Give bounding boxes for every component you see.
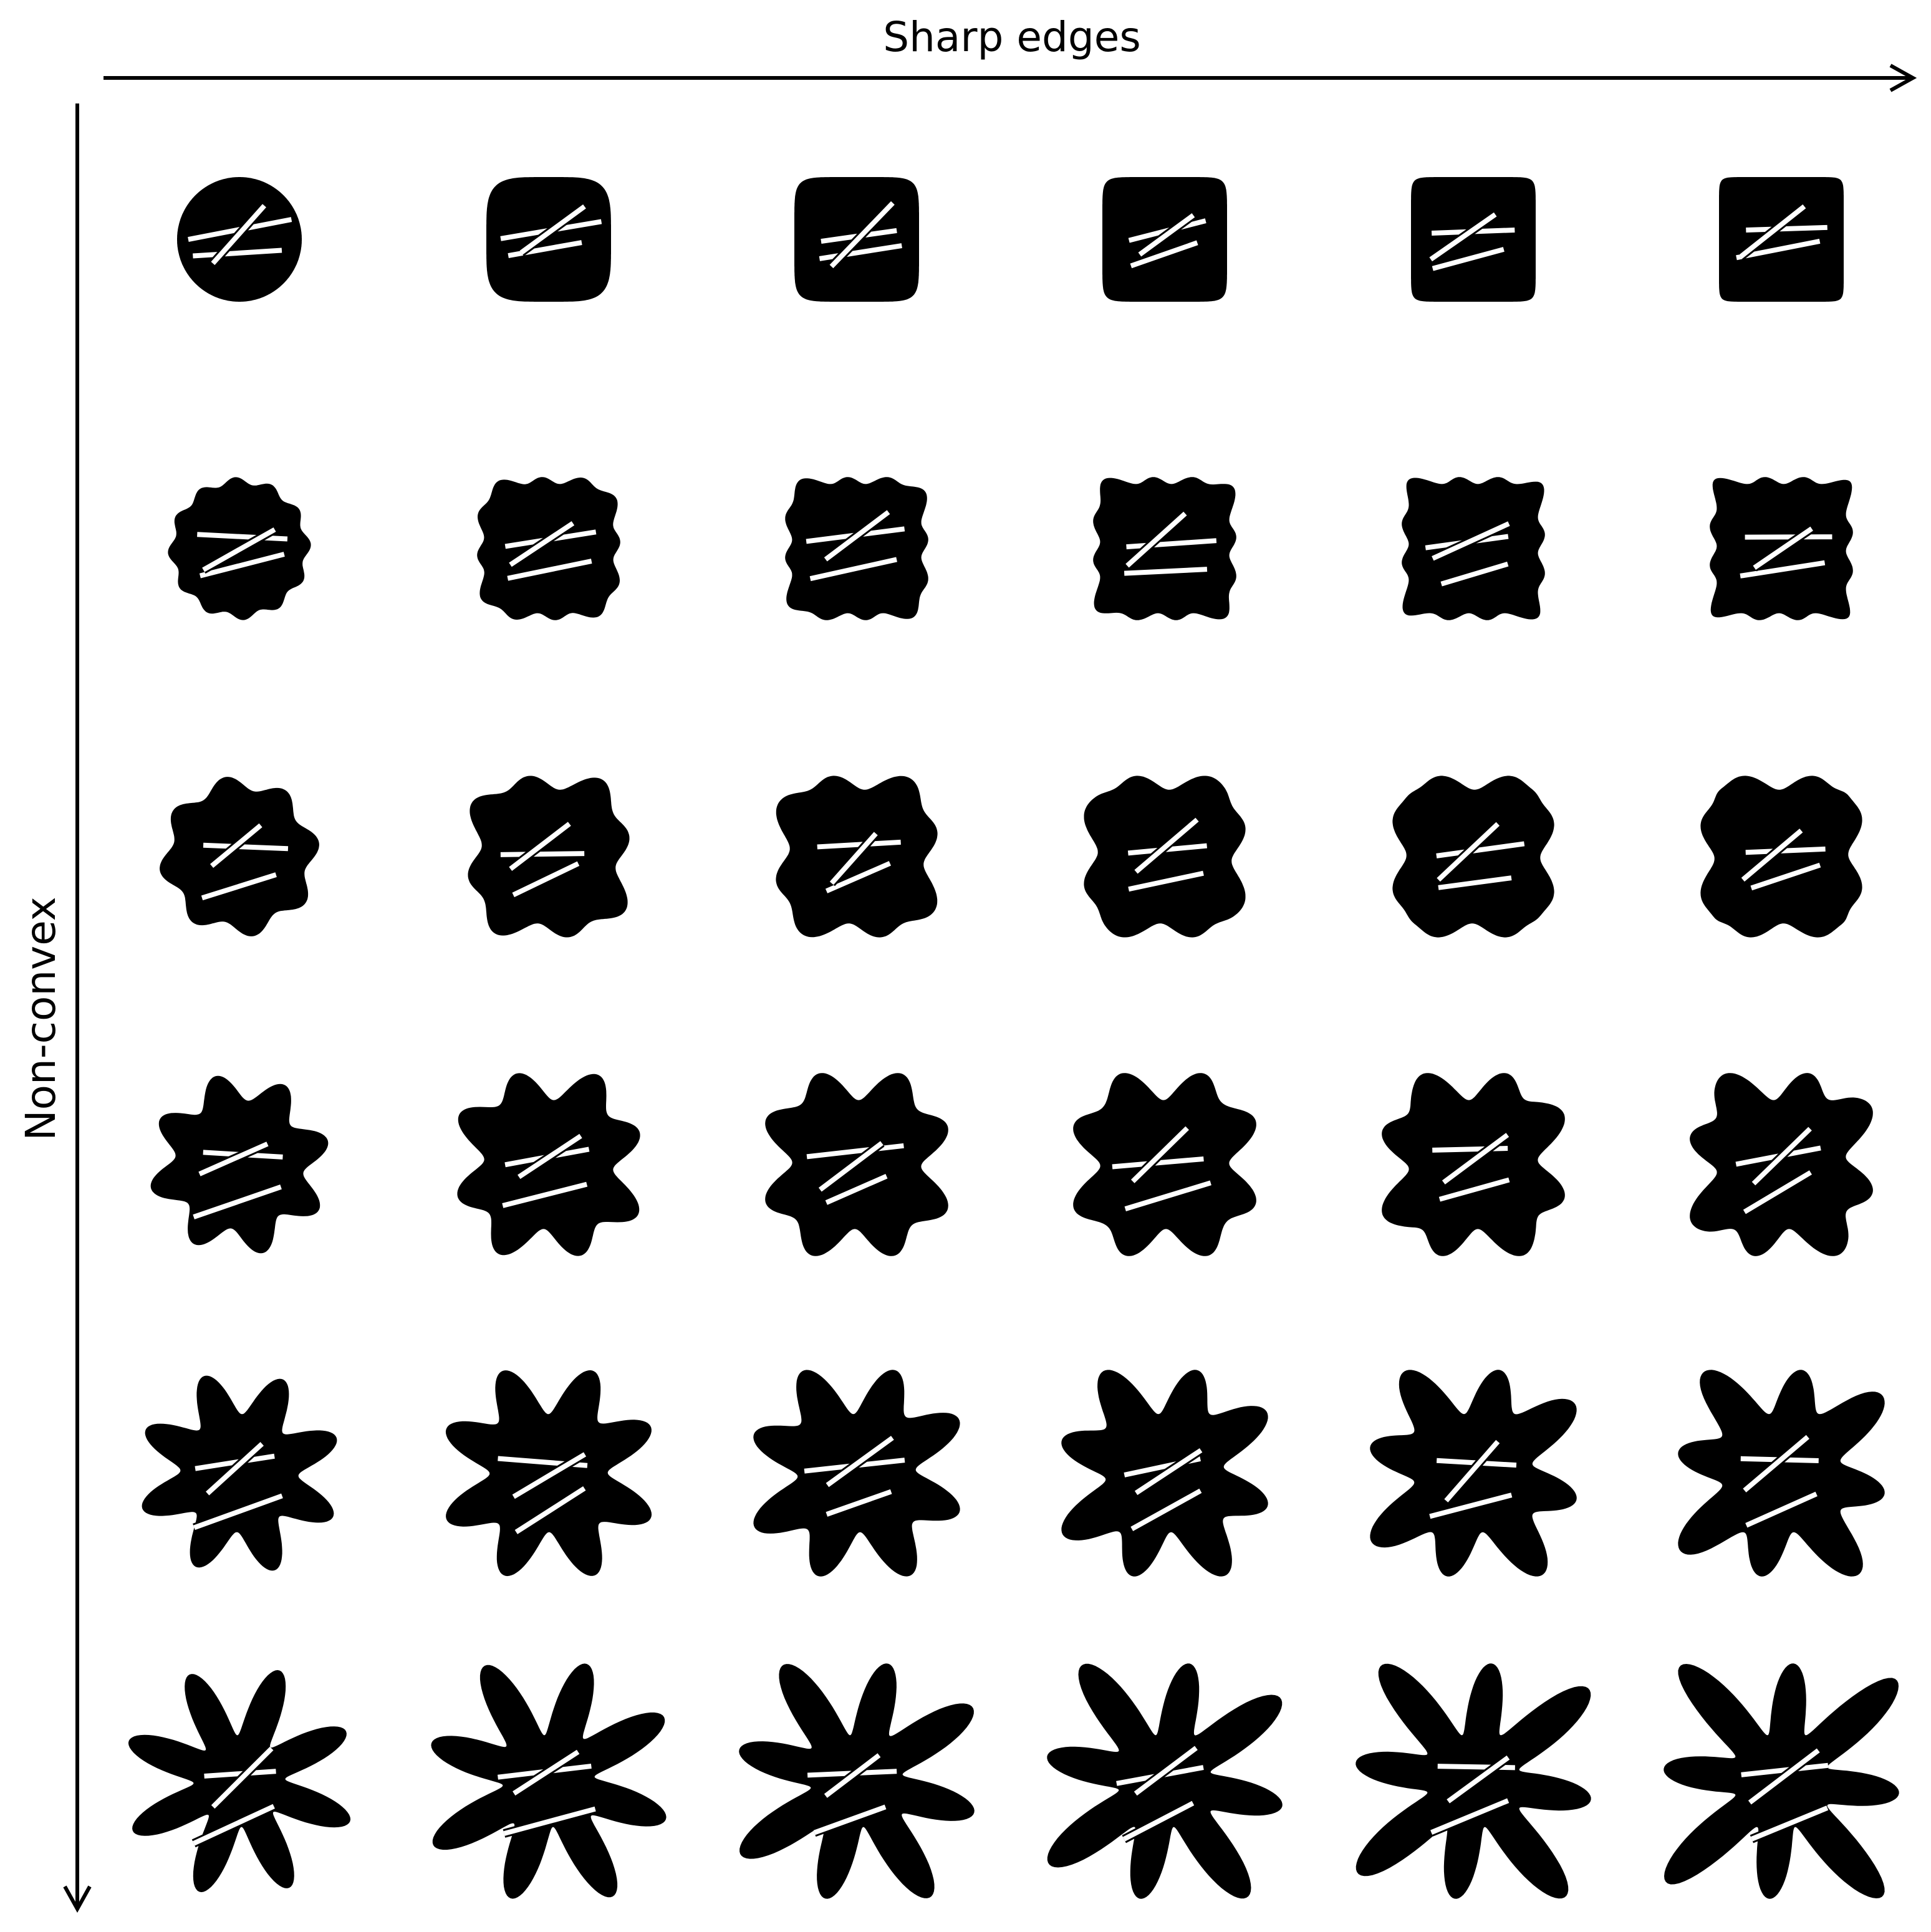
shape-r2-c3 [785,477,928,620]
shape-cell-r6-c6 [1664,1663,1899,1898]
marker-bar-1 [1438,1766,1515,1767]
shape-cell-r1-c5 [1411,177,1536,302]
shape-cell-r1-c4 [1102,177,1227,302]
shape-cell-r2-c6 [1710,477,1853,620]
marker-bar-1 [1746,849,1826,852]
shape-cell-r5-c3 [753,1370,960,1576]
shape-r4-c2 [457,1073,640,1256]
shape-cell-r4-c6 [1690,1073,1873,1256]
shape-cell-r4-c1 [151,1076,329,1254]
x-axis-title: Sharp edges [883,13,1141,61]
shape-cell-r2-c5 [1402,477,1545,620]
shape-r6-c4 [1047,1663,1282,1898]
shape-r1-c6 [1719,177,1844,302]
shape-r2-c4 [1093,477,1236,620]
shape-cell-r5-c4 [1061,1370,1268,1576]
shape-r3-c4 [1084,776,1245,937]
marker-bar-1 [1746,228,1827,230]
shape-cell-r5-c2 [446,1370,652,1576]
shape-r6-c2 [431,1663,666,1898]
shape-cell-r6-c1 [128,1670,350,1892]
marker-bar-1 [203,845,288,848]
shape-r3-c6 [1700,776,1862,937]
shape-cell-r2-c3 [785,477,928,620]
shape-cell-r2-c2 [477,477,620,620]
marker-bar-1 [1432,1148,1508,1150]
shape-cell-r1-c6 [1719,177,1844,302]
shape-r3-c1 [160,777,319,936]
shape-r5-c3 [753,1370,960,1576]
shape-cell-r6-c3 [739,1663,975,1899]
shape-cell-r3-c4 [1084,776,1245,937]
shape-cell-r6-c4 [1047,1663,1282,1898]
shape-cell-r1-c2 [486,177,611,302]
shape-cell-r4-c5 [1382,1073,1565,1256]
shape-cell-r5-c5 [1370,1370,1576,1576]
shape-r4-c6 [1690,1073,1873,1256]
shape-cell-r3-c5 [1392,776,1554,937]
shape-cell-r3-c1 [160,777,319,936]
shape-cell-r1-c1 [177,177,302,302]
shape-cell-r6-c2 [431,1663,666,1898]
shape-r4-c1 [151,1076,329,1254]
shape-grid [128,177,1899,1899]
shape-cell-r4-c4 [1073,1073,1256,1256]
shape-cell-r2-c4 [1093,477,1236,620]
shape-cell-r2-c1 [168,477,311,620]
shape-r5-c1 [142,1376,337,1571]
shape-r1-c5 [1411,177,1536,302]
shape-cell-r3-c6 [1700,776,1862,937]
shape-r6-c3 [739,1663,975,1899]
shape-cell-r4-c3 [765,1073,948,1256]
shape-r2-c5 [1402,477,1545,620]
shape-cell-r5-c6 [1678,1370,1884,1576]
shape-r5-c6 [1678,1370,1884,1576]
shape-r2-c2 [477,477,620,620]
marker-bar-1 [501,853,584,855]
shape-cell-r3-c2 [468,776,630,938]
shape-r3-c5 [1392,776,1554,937]
shape-cell-r5-c1 [142,1376,337,1571]
shape-cell-r6-c5 [1356,1663,1591,1898]
shape-cell-r1-c3 [794,177,919,302]
shape-cell-r3-c3 [776,776,937,937]
y-axis-title: Non-convex [17,896,65,1141]
shape-cell-r4-c2 [457,1073,640,1256]
